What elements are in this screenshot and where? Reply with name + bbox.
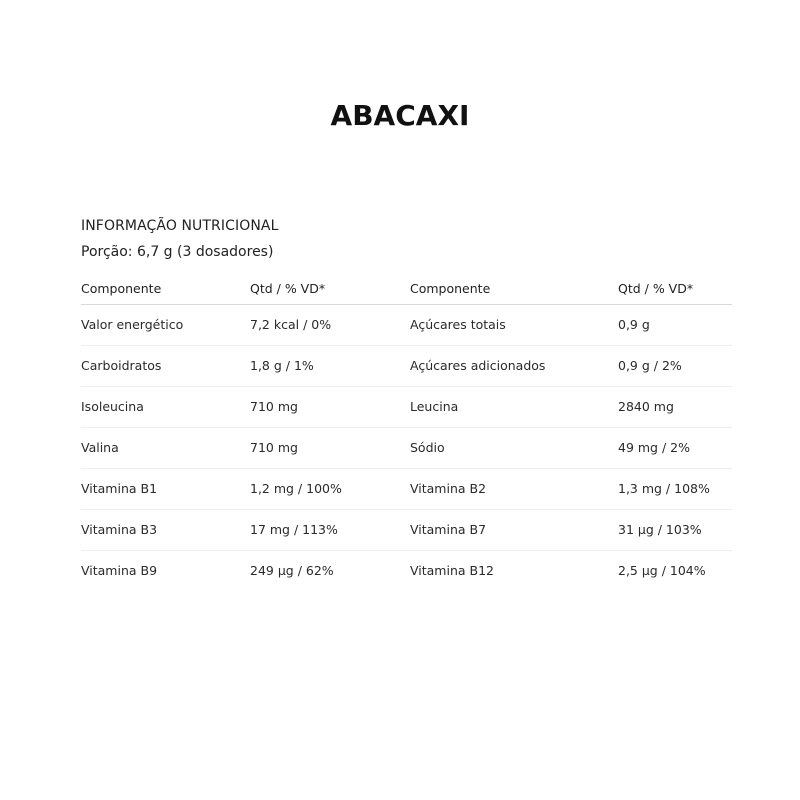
table-row [81,305,732,346]
table-row [81,469,732,510]
component-amount: 17 mg / 113% [250,510,410,551]
component-name: Valina [81,428,250,469]
component-name: Sódio [410,428,618,469]
component-amount: 0,9 g [618,305,732,346]
component-name: Vitamina B12 [410,563,494,578]
component-amount: 710 mg [250,387,410,428]
component-amount: 710 mg [250,428,410,469]
component-name: Leucina [410,387,618,428]
component-name: Vitamina B7 [410,510,618,551]
component-amount: 7,2 kcal / 0% [250,305,410,346]
component-name: Açúcares adicionados [410,346,618,387]
component-amount: 2840 mg [618,387,732,428]
table-row [81,510,732,551]
component-name: Vitamina B3 [81,510,250,551]
serving-size: Porção: 6,7 g (3 dosadores) [81,244,274,260]
nutrition-table [81,274,732,591]
component-name: Vitamina B9 [81,563,158,578]
component-amount: 49 mg / 2% [618,428,732,469]
component-name: Vitamina B1 [81,469,250,510]
table-row [81,428,732,469]
table-row [81,346,732,387]
nutrition-section-title: INFORMAÇÃO NUTRICIONAL [81,218,279,234]
header-amount-right: Qtd / % VD* [618,274,732,305]
component-name: Isoleucina [81,387,250,428]
table-header-row [81,274,732,305]
component-amount: 1,3 mg / 108% [618,469,732,510]
product-title: ABACAXI [330,99,470,132]
component-name: Vitamina B2 [410,469,618,510]
component-amount: 1,8 g / 1% [250,346,410,387]
component-name: Açúcares totais [410,305,618,346]
component-amount: 249 µg / 62% [250,563,334,578]
component-amount: 31 µg / 103% [618,510,732,551]
nutrition-panel [81,214,732,591]
component-amount: 1,2 mg / 100% [250,469,410,510]
table-row [81,387,732,428]
header-amount-left: Qtd / % VD* [250,274,410,305]
header-component-right: Componente [410,274,618,305]
component-amount: 2,5 µg / 104% [618,563,706,578]
component-name: Valor energético [81,305,250,346]
component-name: Carboidratos [81,346,250,387]
component-amount: 0,9 g / 2% [618,346,732,387]
header-component-left: Componente [81,274,250,305]
table-row [81,551,732,592]
